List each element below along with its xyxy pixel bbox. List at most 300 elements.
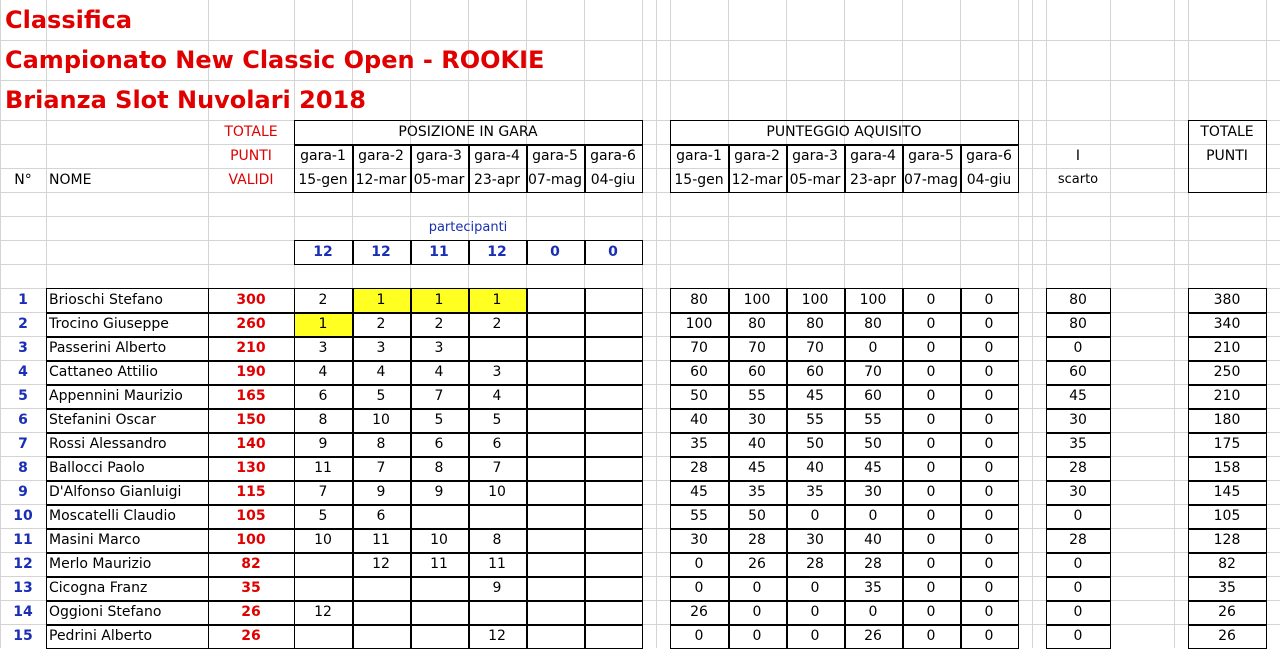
punti-cell: 145 (1213, 484, 1241, 500)
punteggio-cell: 55 (806, 412, 824, 428)
scarto-cell: 28 (1069, 460, 1087, 476)
header-nome: NOME (49, 172, 92, 188)
punteggio-cell: 28 (690, 460, 708, 476)
punti-cell: 35 (1218, 580, 1236, 596)
header-validi: VALIDI (228, 172, 274, 188)
punteggio-cell: 0 (810, 628, 820, 644)
posizione-cell: 9 (492, 580, 502, 596)
posizione-cell (526, 600, 584, 624)
posizione-cell: 12 (372, 556, 390, 572)
punteggio-cell: 0 (926, 532, 936, 548)
player-name: Masini Marco (49, 532, 141, 548)
posizione-cell: 6 (376, 508, 386, 524)
page-title-1: Classifica (5, 6, 133, 34)
totale-punti-validi: 260 (236, 316, 266, 332)
posizione-cell (410, 504, 468, 528)
player-name: Passerini Alberto (49, 340, 167, 356)
punteggio-cell: 0 (868, 340, 878, 356)
posizione-cell (526, 624, 584, 648)
totale-punti-validi: 26 (241, 628, 261, 644)
partecipanti-count: 0 (550, 244, 560, 260)
punteggio-cell: 80 (690, 292, 708, 308)
partecipanti-count: 12 (313, 244, 333, 260)
punteggio-cell: 0 (984, 508, 994, 524)
punteggio-cell: 0 (926, 460, 936, 476)
punteggio-cell: 70 (748, 340, 766, 356)
punteggio-cell: 0 (984, 532, 994, 548)
player-name: D'Alfonso Gianluigi (49, 484, 182, 500)
partecipanti-count: 12 (371, 244, 391, 260)
scarto-cell: 30 (1069, 412, 1087, 428)
posizione-cell: 5 (318, 508, 328, 524)
posizione-cell (584, 312, 642, 336)
row-number: 11 (13, 532, 33, 548)
posizione-cell: 7 (434, 388, 444, 404)
page-title-3: Brianza Slot Nuvolari 2018 (5, 86, 366, 114)
posizione-cell (526, 552, 584, 576)
header-posizione-date-1: 15-gen (298, 172, 348, 188)
posizione-cell (410, 624, 468, 648)
row-number: 15 (13, 628, 33, 644)
posizione-cell (352, 600, 410, 624)
row-number: 14 (13, 604, 33, 620)
punteggio-cell: 0 (984, 412, 994, 428)
scarto-cell: 80 (1069, 292, 1087, 308)
punti-cell: 26 (1218, 628, 1236, 644)
posizione-cell: 6 (492, 436, 502, 452)
posizione-cell (410, 576, 468, 600)
totale-punti-validi: 300 (236, 292, 266, 308)
punteggio-cell: 40 (690, 412, 708, 428)
posizione-cell: 1 (352, 288, 410, 312)
posizione-cell (526, 528, 584, 552)
posizione-cell (526, 432, 584, 456)
punteggio-cell: 50 (806, 436, 824, 452)
punteggio-cell: 40 (748, 436, 766, 452)
header-scarto-top: I (1075, 148, 1081, 164)
player-name: Rossi Alessandro (49, 436, 167, 452)
posizione-cell: 10 (430, 532, 448, 548)
posizione-cell: 6 (318, 388, 328, 404)
header-posizione-gara-5: gara-5 (532, 148, 578, 164)
punteggio-cell: 0 (926, 604, 936, 620)
posizione-cell (584, 576, 642, 600)
posizione-cell (584, 552, 642, 576)
punteggio-cell: 0 (926, 628, 936, 644)
punti-cell: 158 (1213, 460, 1241, 476)
posizione-cell (526, 336, 584, 360)
punteggio-cell: 0 (810, 604, 820, 620)
row-number: 6 (18, 412, 28, 428)
posizione-cell (584, 384, 642, 408)
punteggio-cell: 45 (864, 460, 882, 476)
punteggio-cell: 0 (926, 292, 936, 308)
punti-cell: 340 (1213, 316, 1241, 332)
punteggio-cell: 80 (748, 316, 766, 332)
punteggio-cell: 50 (690, 388, 708, 404)
posizione-cell (468, 336, 526, 360)
player-name: Ballocci Paolo (49, 460, 145, 476)
player-name: Oggioni Stefano (49, 604, 162, 620)
totale-punti-validi: 130 (236, 460, 266, 476)
header-punteggio-gara-6: gara-6 (966, 148, 1012, 164)
punteggio-cell: 60 (806, 364, 824, 380)
scarto-cell: 35 (1069, 436, 1087, 452)
punteggio-cell: 80 (806, 316, 824, 332)
row-number: 10 (13, 508, 33, 524)
punteggio-cell: 0 (868, 604, 878, 620)
punteggio-cell: 28 (864, 556, 882, 572)
player-name: Brioschi Stefano (49, 292, 163, 308)
totale-punti-validi: 165 (236, 388, 266, 404)
posizione-cell: 11 (488, 556, 506, 572)
header-totale-right: TOTALE (1200, 124, 1254, 140)
punteggio-cell: 0 (752, 580, 762, 596)
header-scarto: scarto (1057, 172, 1099, 187)
punti-cell: 105 (1213, 508, 1241, 524)
posizione-cell (526, 456, 584, 480)
row-number: 4 (18, 364, 28, 380)
player-name: Trocino Giuseppe (49, 316, 169, 332)
posizione-cell (352, 624, 410, 648)
totale-punti-validi: 100 (236, 532, 266, 548)
punteggio-cell: 60 (690, 364, 708, 380)
row-number: 2 (18, 316, 28, 332)
player-name: Moscatelli Claudio (49, 508, 176, 524)
scarto-cell: 0 (1073, 580, 1083, 596)
punteggio-cell: 55 (864, 412, 882, 428)
posizione-cell (584, 288, 642, 312)
punteggio-cell: 0 (694, 580, 704, 596)
posizione-cell: 10 (488, 484, 506, 500)
posizione-cell (526, 360, 584, 384)
posizione-cell (468, 504, 526, 528)
punteggio-cell: 100 (859, 292, 887, 308)
punteggio-cell: 0 (926, 556, 936, 572)
posizione-cell: 8 (376, 436, 386, 452)
posizione-cell (584, 624, 642, 648)
punteggio-cell: 60 (748, 364, 766, 380)
punteggio-cell: 50 (864, 436, 882, 452)
punteggio-cell: 35 (806, 484, 824, 500)
scarto-cell: 0 (1073, 508, 1083, 524)
punti-cell: 128 (1213, 532, 1241, 548)
punteggio-cell: 28 (748, 532, 766, 548)
punti-cell: 380 (1213, 292, 1241, 308)
player-name: Pedrini Alberto (49, 628, 153, 644)
posizione-cell: 8 (434, 460, 444, 476)
posizione-cell: 2 (318, 292, 328, 308)
punteggio-cell: 26 (690, 604, 708, 620)
posizione-cell (352, 576, 410, 600)
posizione-cell: 2 (492, 316, 502, 332)
scarto-cell: 0 (1073, 340, 1083, 356)
posizione-cell (584, 504, 642, 528)
row-number: 5 (18, 388, 28, 404)
header-posizione-date-4: 23-apr (473, 172, 521, 188)
posizione-cell (584, 600, 642, 624)
punteggio-cell: 0 (984, 340, 994, 356)
punteggio-cell: 50 (748, 508, 766, 524)
posizione-cell: 7 (492, 460, 502, 476)
punteggio-cell: 0 (926, 580, 936, 596)
posizione-cell (584, 456, 642, 480)
punteggio-cell: 0 (926, 484, 936, 500)
player-name: Stefanini Oscar (49, 412, 156, 428)
punteggio-cell: 35 (748, 484, 766, 500)
punteggio-cell: 45 (690, 484, 708, 500)
posizione-cell (468, 600, 526, 624)
posizione-cell: 4 (492, 388, 502, 404)
row-number: 9 (18, 484, 28, 500)
punti-cell: 82 (1218, 556, 1236, 572)
posizione-cell: 11 (314, 460, 332, 476)
posizione-cell: 1 (468, 288, 526, 312)
player-name: Merlo Maurizio (49, 556, 152, 572)
punteggio-cell: 0 (984, 556, 994, 572)
punteggio-cell: 0 (926, 340, 936, 356)
row-number: 7 (18, 436, 28, 452)
header-punteggio-date-1: 15-gen (674, 172, 724, 188)
punteggio-cell: 70 (806, 340, 824, 356)
posizione-cell: 7 (318, 484, 328, 500)
punteggio-cell: 0 (868, 508, 878, 524)
totale-punti-validi: 35 (241, 580, 261, 596)
totale-punti-validi: 140 (236, 436, 266, 452)
header-posizione-gara-6: gara-6 (590, 148, 636, 164)
posizione-cell (584, 336, 642, 360)
punteggio-cell: 0 (752, 628, 762, 644)
punteggio-cell: 40 (806, 460, 824, 476)
punteggio-cell: 40 (864, 532, 882, 548)
punteggio-cell: 30 (748, 412, 766, 428)
punteggio-cell: 80 (864, 316, 882, 332)
punti-cell: 210 (1213, 340, 1241, 356)
header-posizione-date-5: 07-mag (528, 172, 582, 188)
partecipanti-count: 12 (487, 244, 507, 260)
posizione-cell (526, 576, 584, 600)
posizione-cell (584, 432, 642, 456)
row-number: 8 (18, 460, 28, 476)
totale-punti-validi: 26 (241, 604, 261, 620)
header-punteggio-gara-4: gara-4 (850, 148, 896, 164)
posizione-cell: 5 (376, 388, 386, 404)
row-number: 13 (13, 580, 33, 596)
posizione-cell (526, 312, 584, 336)
punteggio-cell: 0 (984, 484, 994, 500)
totale-punti-validi: 210 (236, 340, 266, 356)
punteggio-cell: 45 (806, 388, 824, 404)
scarto-cell: 45 (1069, 388, 1087, 404)
posizione-cell: 9 (376, 484, 386, 500)
partecipanti-count: 0 (608, 244, 618, 260)
punteggio-cell: 0 (810, 580, 820, 596)
posizione-cell (526, 408, 584, 432)
partecipanti-count: 11 (429, 244, 449, 260)
header-punteggio-gara-2: gara-2 (734, 148, 780, 164)
page-title-2: Campionato New Classic Open - ROOKIE (5, 46, 545, 74)
punti-cell: 180 (1213, 412, 1241, 428)
posizione-cell: 2 (376, 316, 386, 332)
punteggio-cell: 0 (984, 316, 994, 332)
punteggio-cell: 0 (984, 580, 994, 596)
punteggio-cell: 0 (926, 436, 936, 452)
posizione-cell (584, 528, 642, 552)
posizione-cell: 5 (492, 412, 502, 428)
header-posizione-date-6: 04-giu (590, 172, 636, 188)
posizione-cell (526, 384, 584, 408)
punteggio-cell: 28 (806, 556, 824, 572)
row-number: 1 (18, 292, 28, 308)
posizione-cell: 4 (376, 364, 386, 380)
punteggio-cell: 0 (694, 556, 704, 572)
punteggio-cell: 55 (748, 388, 766, 404)
posizione-cell: 8 (318, 412, 328, 428)
posizione-cell (294, 552, 352, 576)
punteggio-cell: 0 (694, 628, 704, 644)
punteggio-cell: 100 (685, 316, 713, 332)
punteggio-cell: 0 (984, 292, 994, 308)
posizione-cell (410, 600, 468, 624)
posizione-cell (294, 576, 352, 600)
posizione-cell: 3 (318, 340, 328, 356)
scarto-cell: 28 (1069, 532, 1087, 548)
punteggio-cell: 100 (801, 292, 829, 308)
scarto-cell: 0 (1073, 604, 1083, 620)
punteggio-cell: 35 (690, 436, 708, 452)
posizione-cell: 7 (376, 460, 386, 476)
punteggio-cell: 30 (864, 484, 882, 500)
totale-punti-validi: 82 (241, 556, 261, 572)
posizione-cell: 10 (314, 532, 332, 548)
punteggio-cell: 0 (984, 604, 994, 620)
posizione-cell: 4 (318, 364, 328, 380)
posizione-cell: 3 (434, 340, 444, 356)
header-posizione-gara-3: gara-3 (416, 148, 462, 164)
scarto-cell: 60 (1069, 364, 1087, 380)
player-name: Appennini Maurizio (49, 388, 183, 404)
posizione-cell: 3 (376, 340, 386, 356)
scarto-cell: 30 (1069, 484, 1087, 500)
punteggio-cell: 30 (806, 532, 824, 548)
header-totale: TOTALE (224, 124, 278, 140)
punteggio-cell: 0 (984, 364, 994, 380)
punteggio-cell: 0 (926, 316, 936, 332)
punteggio-cell: 0 (984, 460, 994, 476)
row-number: 3 (18, 340, 28, 356)
posizione-cell: 12 (488, 628, 506, 644)
punteggio-cell: 0 (810, 508, 820, 524)
scarto-cell: 0 (1073, 556, 1083, 572)
punteggio-cell: 0 (926, 364, 936, 380)
punteggio-cell: 45 (748, 460, 766, 476)
posizione-cell (526, 504, 584, 528)
posizione-cell: 1 (294, 312, 352, 336)
player-name: Cicogna Franz (49, 580, 148, 596)
header-punteggio-gara-5: gara-5 (908, 148, 954, 164)
header-posizione-gara-2: gara-2 (358, 148, 404, 164)
header-punteggio-gara-3: gara-3 (792, 148, 838, 164)
partecipanti-label: partecipanti (428, 220, 508, 235)
punteggio-cell: 26 (748, 556, 766, 572)
punti-cell: 175 (1213, 436, 1241, 452)
header-punteggio-date-4: 23-apr (849, 172, 897, 188)
posizione-cell (526, 480, 584, 504)
posizione-cell (584, 360, 642, 384)
posizione-cell (584, 480, 642, 504)
totale-punti-validi: 190 (236, 364, 266, 380)
header-punteggio-date-3: 05-mar (789, 172, 841, 188)
posizione-cell (526, 288, 584, 312)
header-posizione-gara-4: gara-4 (474, 148, 520, 164)
posizione-cell: 9 (318, 436, 328, 452)
header-num: N° (14, 172, 32, 188)
punteggio-cell: 60 (864, 388, 882, 404)
header-punteggio-date-2: 12-mar (731, 172, 783, 188)
scarto-cell: 80 (1069, 316, 1087, 332)
header-punteggio-aquisito: PUNTEGGIO AQUISITO (766, 124, 922, 140)
punteggio-cell: 70 (864, 364, 882, 380)
scarto-cell: 0 (1073, 628, 1083, 644)
punteggio-cell: 35 (864, 580, 882, 596)
punteggio-cell: 0 (984, 388, 994, 404)
row-number: 12 (13, 556, 33, 572)
punti-cell: 210 (1213, 388, 1241, 404)
punteggio-cell: 0 (926, 508, 936, 524)
punteggio-cell: 0 (984, 436, 994, 452)
posizione-cell: 6 (434, 436, 444, 452)
punteggio-cell: 0 (926, 412, 936, 428)
posizione-cell: 10 (372, 412, 390, 428)
header-punteggio-date-6: 04-giu (966, 172, 1012, 188)
player-name: Cattaneo Attilio (49, 364, 158, 380)
punteggio-cell: 0 (752, 604, 762, 620)
header-posizione-date-3: 05-mar (413, 172, 465, 188)
posizione-cell: 1 (410, 288, 468, 312)
posizione-cell: 12 (314, 604, 332, 620)
posizione-cell: 5 (434, 412, 444, 428)
header-posizione-date-2: 12-mar (355, 172, 407, 188)
header-punteggio-date-5: 07-mag (904, 172, 958, 188)
totale-punti-validi: 105 (236, 508, 266, 524)
punteggio-cell: 26 (864, 628, 882, 644)
punteggio-cell: 0 (984, 628, 994, 644)
punteggio-cell: 100 (743, 292, 771, 308)
header-posizione-gara-1: gara-1 (300, 148, 346, 164)
punti-cell: 26 (1218, 604, 1236, 620)
punti-cell: 250 (1213, 364, 1241, 380)
header-punti-right: PUNTI (1206, 148, 1248, 164)
punteggio-cell: 70 (690, 340, 708, 356)
posizione-cell: 2 (434, 316, 444, 332)
punteggio-cell: 30 (690, 532, 708, 548)
punteggio-cell: 0 (926, 388, 936, 404)
posizione-cell: 11 (430, 556, 448, 572)
header-posizione-in-gara: POSIZIONE IN GARA (398, 124, 538, 140)
punteggio-cell: 55 (690, 508, 708, 524)
posizione-cell: 3 (492, 364, 502, 380)
posizione-cell: 11 (372, 532, 390, 548)
posizione-cell (584, 408, 642, 432)
posizione-cell: 4 (434, 364, 444, 380)
posizione-cell: 8 (492, 532, 502, 548)
header-punti: PUNTI (230, 148, 272, 164)
totale-punti-validi: 115 (236, 484, 266, 500)
posizione-cell (294, 624, 352, 648)
totale-punti-validi: 150 (236, 412, 266, 428)
header-punteggio-gara-1: gara-1 (676, 148, 722, 164)
posizione-cell: 9 (434, 484, 444, 500)
